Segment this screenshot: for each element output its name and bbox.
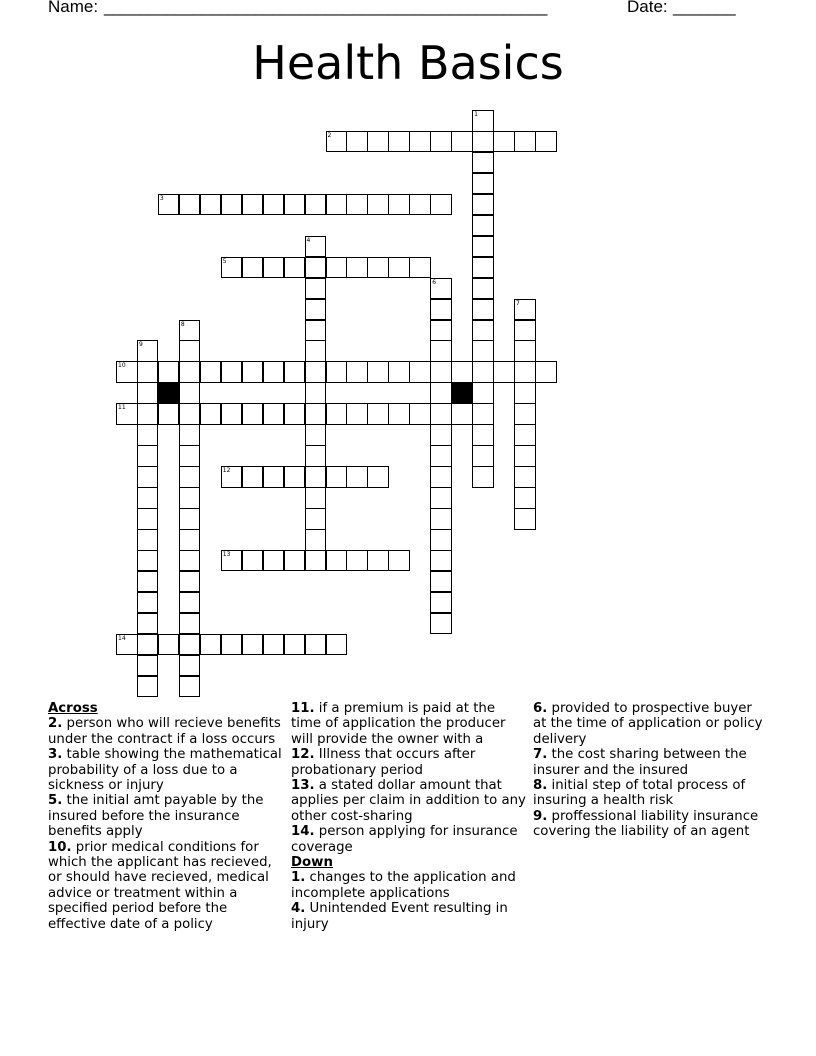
crossword-cell[interactable] xyxy=(221,466,243,488)
clue-text: a stated dollar amount that applies per claim in addition to any other cost-sharing xyxy=(291,778,526,824)
crossword-cell[interactable] xyxy=(472,173,494,195)
crossword-cell[interactable] xyxy=(263,257,285,279)
crossword-cell[interactable] xyxy=(326,361,348,383)
crossword-cell[interactable] xyxy=(305,278,327,300)
crossword-cell[interactable] xyxy=(430,466,452,488)
crossword-cell[interactable] xyxy=(179,571,201,593)
name-label: Name: xyxy=(48,0,99,16)
crossword-cell[interactable] xyxy=(158,634,180,656)
clue-number: 9. xyxy=(533,808,548,824)
crossword-cell[interactable] xyxy=(284,361,306,383)
crossword-cell[interactable] xyxy=(242,194,264,216)
across-clue xyxy=(48,793,284,839)
crossword-cell[interactable] xyxy=(158,361,180,383)
down-clue xyxy=(533,747,769,778)
clue-number: 2. xyxy=(48,716,63,732)
crossword-cell[interactable] xyxy=(472,110,494,132)
crossword-cell[interactable] xyxy=(430,508,452,530)
crossword-cell[interactable] xyxy=(158,403,180,425)
clue-number: 6. xyxy=(533,701,548,716)
crossword-cell[interactable] xyxy=(472,445,494,467)
crossword-cell[interactable] xyxy=(179,382,201,404)
crossword-cell[interactable] xyxy=(137,655,159,677)
crossword-cell[interactable] xyxy=(430,403,452,425)
crossword-cell[interactable] xyxy=(326,257,348,279)
clue-column-2 xyxy=(291,701,527,932)
crossword-cell[interactable] xyxy=(409,194,431,216)
crossword-cell[interactable] xyxy=(346,194,368,216)
clue-number: 10. xyxy=(48,839,72,855)
crossword-cell[interactable] xyxy=(179,550,201,572)
crossword-cell[interactable] xyxy=(535,361,557,383)
crossword-cell[interactable] xyxy=(137,466,159,488)
crossword-cell[interactable] xyxy=(514,361,536,383)
crossword-cell[interactable] xyxy=(116,361,138,383)
crossword-cell[interactable] xyxy=(430,613,452,635)
crossword-cell[interactable] xyxy=(472,152,494,174)
crossword-cell[interactable] xyxy=(367,361,389,383)
crossword-cell[interactable] xyxy=(179,508,201,530)
cell-number: 3 xyxy=(159,194,164,202)
clue-text: person who will recieve benefits under the contract if a loss occurs xyxy=(48,716,281,747)
crossword-cell[interactable] xyxy=(137,382,159,404)
crossword-cell[interactable] xyxy=(221,403,243,425)
crossword-cell[interactable] xyxy=(305,361,327,383)
crossword-cell[interactable] xyxy=(284,403,306,425)
crossword-cell[interactable] xyxy=(137,508,159,530)
cell-number: 4 xyxy=(306,236,311,244)
cell-number: 5 xyxy=(222,257,227,265)
crossword-cell[interactable] xyxy=(388,403,410,425)
crossword-cell[interactable] xyxy=(200,634,222,656)
crossword-cell[interactable] xyxy=(242,550,264,572)
crossword-cell[interactable] xyxy=(137,550,159,572)
crossword-cell[interactable] xyxy=(388,257,410,279)
across-clue xyxy=(291,778,527,824)
crossword-cell[interactable] xyxy=(221,550,243,572)
crossword-cell[interactable] xyxy=(326,634,348,656)
crossword-cell[interactable] xyxy=(367,257,389,279)
crossword-cell[interactable] xyxy=(346,403,368,425)
crossword-cell[interactable] xyxy=(367,403,389,425)
crossword-cell[interactable] xyxy=(514,320,536,342)
crossword-cell[interactable] xyxy=(116,634,138,656)
crossword-block xyxy=(158,382,180,404)
crossword-cell[interactable] xyxy=(514,424,536,446)
crossword-cell[interactable] xyxy=(326,466,348,488)
crossword-cell[interactable] xyxy=(430,445,452,467)
down-heading: Down xyxy=(291,855,333,871)
crossword-cell[interactable] xyxy=(367,131,389,153)
date-line[interactable]: _______ xyxy=(673,0,735,16)
crossword-cell[interactable] xyxy=(242,466,264,488)
crossword-cell[interactable] xyxy=(430,340,452,362)
crossword-cell[interactable] xyxy=(326,194,348,216)
name-line[interactable]: __________________________________________________ xyxy=(104,0,547,16)
clue-text: Illness that occurs after probationary period xyxy=(291,747,476,778)
crossword-cell[interactable] xyxy=(409,257,431,279)
cell-number: 1 xyxy=(474,111,478,118)
crossword-cell[interactable] xyxy=(284,550,306,572)
page-title: Health Basics xyxy=(252,36,564,90)
clue-number: 5. xyxy=(48,793,63,809)
crossword-cell[interactable] xyxy=(179,487,201,509)
worksheet-header xyxy=(0,0,816,24)
clue-number: 8. xyxy=(533,778,548,794)
crossword-cell[interactable] xyxy=(263,361,285,383)
crossword-cell[interactable] xyxy=(305,299,327,321)
crossword-cell[interactable] xyxy=(179,403,201,425)
crossword-cell[interactable] xyxy=(179,466,201,488)
cell-number: 7 xyxy=(516,299,520,307)
crossword-cell[interactable] xyxy=(179,613,201,635)
crossword-cell[interactable] xyxy=(493,131,515,153)
crossword-cell[interactable] xyxy=(179,655,201,677)
across-clue xyxy=(291,701,527,747)
crossword-cell[interactable] xyxy=(472,466,494,488)
crossword-cell[interactable] xyxy=(137,613,159,635)
crossword-cell[interactable] xyxy=(221,634,243,656)
crossword-cell[interactable] xyxy=(242,403,264,425)
crossword-cell[interactable] xyxy=(137,340,159,362)
cell-number: 6 xyxy=(432,278,437,286)
across-clue xyxy=(291,747,527,778)
crossword-cell[interactable] xyxy=(221,194,243,216)
crossword-cell[interactable] xyxy=(305,466,327,488)
crossword-cell[interactable] xyxy=(179,445,201,467)
crossword-cell[interactable] xyxy=(263,634,285,656)
crossword-cell[interactable] xyxy=(242,361,264,383)
crossword-cell[interactable] xyxy=(388,361,410,383)
crossword-cell[interactable] xyxy=(388,131,410,153)
down-clue xyxy=(291,901,527,932)
crossword-cell[interactable] xyxy=(472,278,494,300)
across-clue xyxy=(291,824,527,855)
cell-number: 8 xyxy=(180,320,185,328)
crossword-cell[interactable] xyxy=(346,361,368,383)
crossword-cell[interactable] xyxy=(430,382,452,404)
crossword-cell[interactable] xyxy=(284,634,306,656)
clue-number: 13. xyxy=(291,778,315,794)
crossword-cell[interactable] xyxy=(472,257,494,279)
clue-text: table showing the mathematical probability of a loss due to a sickness or injury xyxy=(48,747,282,794)
crossword-cell[interactable] xyxy=(430,487,452,509)
down-clue xyxy=(291,870,527,901)
crossword-cell[interactable] xyxy=(137,487,159,509)
crossword-cell[interactable] xyxy=(326,550,348,572)
crossword-cell[interactable] xyxy=(179,320,201,342)
clue-text: proffessional liability insurance covering the liability of an agent xyxy=(533,808,759,840)
crossword-cell[interactable] xyxy=(305,529,327,551)
crossword-cell[interactable] xyxy=(242,257,264,279)
crossword-cell[interactable] xyxy=(472,299,494,321)
crossword-cell[interactable] xyxy=(430,361,452,383)
crossword-cell[interactable] xyxy=(388,194,410,216)
clue-text: prior medical conditions for which the applicant has recieved, or should have recieved, medical advice or treatment within a specified period before the effective date of a policy xyxy=(48,839,272,932)
crossword-cell[interactable] xyxy=(472,194,494,216)
clue-text: Unintended Event resulting in injury xyxy=(291,901,508,932)
crossword-cell[interactable] xyxy=(451,361,473,383)
crossword-cell[interactable] xyxy=(179,194,201,216)
clue-text: changes to the application and incomplete applications xyxy=(291,870,516,901)
crossword-cell[interactable] xyxy=(137,361,159,383)
crossword-cell[interactable] xyxy=(451,131,473,153)
crossword-cell[interactable] xyxy=(263,403,285,425)
crossword-cell[interactable] xyxy=(430,131,452,153)
cell-number: 11 xyxy=(118,404,126,412)
crossword-cell[interactable] xyxy=(305,320,327,342)
crossword-cell[interactable] xyxy=(430,299,452,321)
crossword-cell[interactable] xyxy=(305,236,327,258)
crossword-cell[interactable] xyxy=(367,194,389,216)
crossword-cell[interactable] xyxy=(514,487,536,509)
cell-number: 12 xyxy=(222,467,231,475)
crossword-cell[interactable] xyxy=(472,382,494,404)
crossword-cell[interactable] xyxy=(137,403,159,425)
crossword-cell[interactable] xyxy=(388,550,410,572)
crossword-cell[interactable] xyxy=(179,340,201,362)
clue-column-3 xyxy=(533,701,769,840)
crossword-cell[interactable] xyxy=(514,445,536,467)
crossword-cell[interactable] xyxy=(305,403,327,425)
crossword-cell[interactable] xyxy=(493,361,515,383)
crossword-cell[interactable] xyxy=(263,550,285,572)
crossword-cell[interactable] xyxy=(284,466,306,488)
crossword-cell[interactable] xyxy=(430,320,452,342)
crossword-cell[interactable] xyxy=(409,131,431,153)
crossword-cell[interactable] xyxy=(137,445,159,467)
crossword-cell[interactable] xyxy=(514,340,536,362)
down-clue xyxy=(533,701,769,747)
crossword-cell[interactable] xyxy=(305,424,327,446)
crossword-cell[interactable] xyxy=(305,634,327,656)
crossword-cell[interactable] xyxy=(305,508,327,530)
crossword-cell[interactable] xyxy=(116,403,138,425)
crossword-cell[interactable] xyxy=(472,320,494,342)
crossword-cell[interactable] xyxy=(514,403,536,425)
crossword-cell[interactable] xyxy=(346,257,368,279)
crossword-cell[interactable] xyxy=(263,466,285,488)
crossword-cell[interactable] xyxy=(179,592,201,614)
crossword-cell[interactable] xyxy=(535,131,557,153)
crossword-cell[interactable] xyxy=(514,131,536,153)
crossword-cell[interactable] xyxy=(409,361,431,383)
crossword-cell[interactable] xyxy=(472,131,494,153)
clue-number: 11. xyxy=(291,701,315,716)
crossword-cell[interactable] xyxy=(305,382,327,404)
crossword-cell[interactable] xyxy=(367,550,389,572)
clue-text: initial step of total process of insuring a health risk xyxy=(533,778,746,809)
crossword-cell[interactable] xyxy=(430,592,452,614)
crossword-cell[interactable] xyxy=(200,194,222,216)
crossword-cell[interactable] xyxy=(305,340,327,362)
crossword-cell[interactable] xyxy=(200,361,222,383)
clue-text: if a premium is paid at the time of application the producer will provide the owner with a xyxy=(291,701,506,747)
clue-number: 14. xyxy=(291,824,315,840)
crossword-cell[interactable] xyxy=(514,466,536,488)
down-clue xyxy=(533,778,769,809)
clue-number: 3. xyxy=(48,747,63,763)
crossword-cell[interactable] xyxy=(200,403,222,425)
crossword-cell[interactable] xyxy=(430,529,452,551)
crossword-block xyxy=(451,382,473,404)
cell-number: 2 xyxy=(327,131,332,139)
crossword-cell[interactable] xyxy=(137,634,159,656)
crossword-cell[interactable] xyxy=(305,487,327,509)
crossword-cell[interactable] xyxy=(305,445,327,467)
crossword-cell[interactable] xyxy=(179,424,201,446)
cell-number: 9 xyxy=(138,341,143,349)
cell-number: 10 xyxy=(118,362,126,370)
crossword-cell[interactable] xyxy=(472,236,494,258)
crossword-cell[interactable] xyxy=(472,424,494,446)
crossword-cell[interactable] xyxy=(472,403,494,425)
across-clue xyxy=(48,840,284,932)
clue-column-1 xyxy=(48,701,284,932)
clue-text: provided to prospective buyer at the time of application or policy delivery xyxy=(533,701,763,747)
across-clue xyxy=(48,716,284,747)
crossword-cell[interactable] xyxy=(179,529,201,551)
crossword-cell[interactable] xyxy=(326,131,348,153)
clue-text: person applying for insurance coverage xyxy=(291,824,518,855)
crossword-cell[interactable] xyxy=(346,550,368,572)
crossword-cell[interactable] xyxy=(179,361,201,383)
across-heading: Across xyxy=(48,701,98,716)
clue-number: 1. xyxy=(291,870,306,886)
crossword-cell[interactable] xyxy=(284,257,306,279)
crossword-cell[interactable] xyxy=(472,340,494,362)
cell-number: 13 xyxy=(222,550,231,558)
crossword-cell[interactable] xyxy=(137,592,159,614)
crossword-cell[interactable] xyxy=(451,403,473,425)
crossword-cell[interactable] xyxy=(263,194,285,216)
crossword-cell[interactable] xyxy=(137,529,159,551)
crossword-cell[interactable] xyxy=(430,571,452,593)
clue-text: the cost sharing between the insurer and the insured xyxy=(533,747,747,778)
crossword-cell[interactable] xyxy=(346,131,368,153)
crossword-cell[interactable] xyxy=(305,257,327,279)
date-label: Date: xyxy=(627,0,668,16)
crossword-cell[interactable] xyxy=(305,550,327,572)
crossword-cell[interactable] xyxy=(221,257,243,279)
crossword-cell[interactable] xyxy=(430,550,452,572)
crossword-cell[interactable] xyxy=(137,676,159,698)
crossword-cell[interactable] xyxy=(158,194,180,216)
crossword-cell[interactable] xyxy=(284,194,306,216)
crossword-cell[interactable] xyxy=(346,466,368,488)
crossword-cell[interactable] xyxy=(514,508,536,530)
crossword-cell[interactable] xyxy=(430,194,452,216)
cell-number: 14 xyxy=(118,634,126,642)
crossword-cell[interactable] xyxy=(514,299,536,321)
crossword-cell[interactable] xyxy=(179,634,201,656)
crossword-cell[interactable] xyxy=(367,466,389,488)
crossword-cell[interactable] xyxy=(430,424,452,446)
crossword-cell[interactable] xyxy=(137,571,159,593)
crossword-cell[interactable] xyxy=(472,215,494,237)
down-clue xyxy=(533,809,769,840)
clue-number: 7. xyxy=(533,747,548,763)
crossword-cell[interactable] xyxy=(179,676,201,698)
crossword-cell[interactable] xyxy=(242,634,264,656)
clue-number: 12. xyxy=(291,747,315,763)
crossword-cell[interactable] xyxy=(514,382,536,404)
crossword-cell[interactable] xyxy=(137,424,159,446)
crossword-cell[interactable] xyxy=(430,278,452,300)
clue-number: 4. xyxy=(291,901,306,917)
crossword-cell[interactable] xyxy=(326,403,348,425)
crossword-cell[interactable] xyxy=(409,403,431,425)
crossword-cell[interactable] xyxy=(305,194,327,216)
crossword-cell[interactable] xyxy=(472,361,494,383)
across-clue xyxy=(48,747,284,793)
clue-text: the initial amt payable by the insured before the insurance benefits apply xyxy=(48,793,264,840)
crossword-cell[interactable] xyxy=(221,361,243,383)
